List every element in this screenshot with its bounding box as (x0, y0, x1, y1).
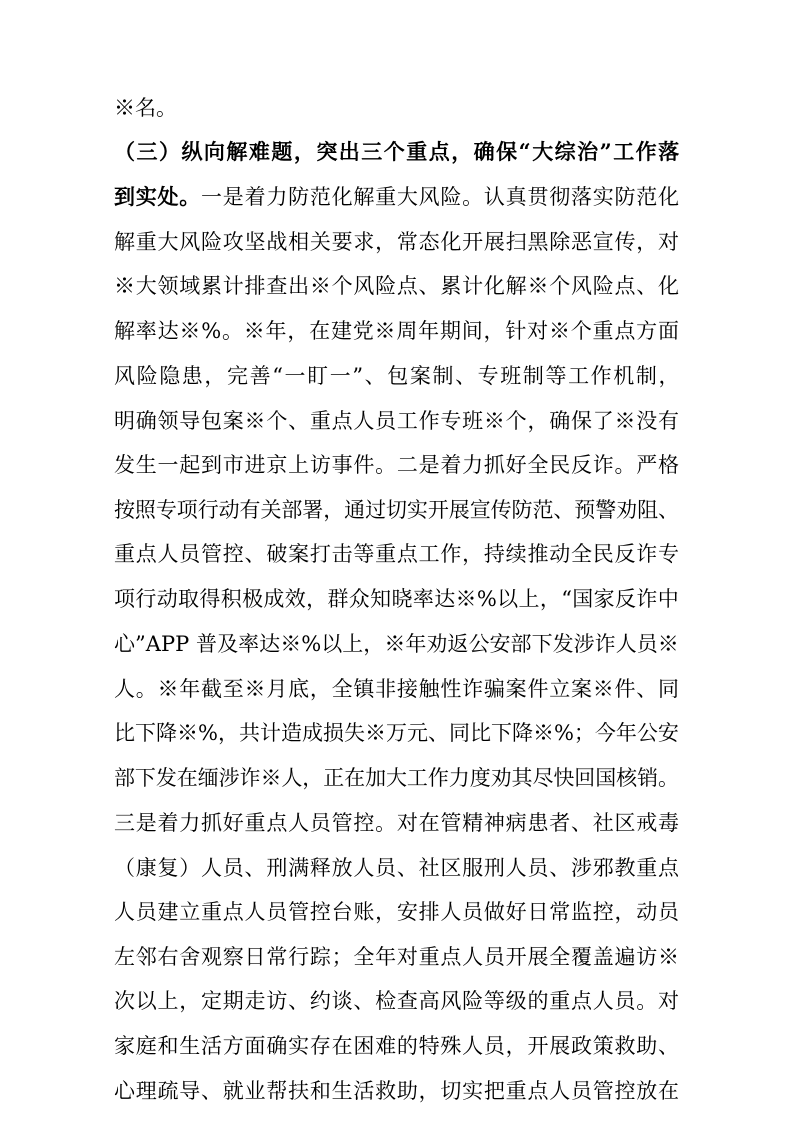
text-segment: 重点人员管控、破案打击等重点工作，持续推动全民反诈专 (114, 542, 680, 566)
text-segment: 次以上，定期走访、约谈、检查高风险等级的重点人员。对 (114, 989, 680, 1013)
text-line (114, 718, 679, 748)
text-line (114, 93, 177, 123)
text-line (114, 182, 680, 212)
text-segment: 项行动取得积极成效，群众知晓率达※%以上，“国家反诈中 (114, 587, 680, 611)
text-line (114, 316, 680, 346)
text-line (114, 808, 680, 838)
text-line (114, 1076, 680, 1106)
text-segment: 人员建立重点人员管控台账，安排人员做好日常监控，动员 (114, 900, 680, 924)
text-segment: 三是着力抓好重点人员管控。对在管精神病患者、社区戒毒 (114, 811, 680, 835)
text-line (114, 584, 679, 614)
bold-text-segment: （三）纵向解难题，突出三个重点，确保“大综治”工作落 (114, 139, 681, 164)
text-line (114, 942, 680, 972)
text-line (114, 897, 680, 927)
text-line (114, 406, 680, 436)
text-segment: 人。※年截至※月底，全镇非接触性诈骗案件立案※件、同 (114, 677, 680, 701)
text-segment: 风险隐患，完善“一盯一”、包案制、专班制等工作机制， (114, 364, 682, 388)
text-line (114, 763, 679, 793)
text-line (114, 271, 680, 301)
text-line (114, 629, 679, 659)
text-line (114, 450, 680, 480)
text-segment: 解重大风险攻坚战相关要求，常态化开展扫黑除恶宣传，对 (114, 230, 680, 254)
text-segment: 心”APP 普及率达※%以上，※年劝返公安部下发涉诈人员※ (114, 632, 679, 656)
text-segment: ※名。 (114, 96, 177, 120)
text-segment: 解率达※%。※年，在建党※周年期间，针对※个重点方面 (114, 319, 680, 343)
text-segment: 按照专项行动有关部署，通过切实开展宣传防范、预警劝阻、 (114, 498, 679, 522)
text-segment: ※大领域累计排查出※个风险点、累计化解※个风险点、化 (114, 274, 680, 298)
text-segment: 明确领导包案※个、重点人员工作专班※个，确保了※没有 (114, 409, 680, 433)
text-line (114, 495, 679, 525)
text-line (114, 853, 680, 883)
text-line (114, 361, 681, 391)
text-line (114, 137, 681, 167)
text-line (114, 539, 680, 569)
text-line (114, 227, 680, 257)
text-segment: 左邻右舍观察日常行踪；全年对重点人员开展全覆盖遍访※ (114, 945, 680, 969)
text-segment: （康复）人员、刑满释放人员、社区服刑人员、涉邪教重点 (114, 856, 680, 880)
text-line (114, 1031, 680, 1061)
bold-text-segment: 到实处。 (114, 184, 202, 209)
text-segment: 比下降※%，共计造成损失※万元、同比下降※%；今年公安 (114, 721, 679, 745)
text-segment: 家庭和生活方面确实存在困难的特殊人员，开展政策救助、 (114, 1034, 680, 1058)
text-line (114, 674, 680, 704)
text-segment: 一是着力防范化解重大风险。认真贯彻落实防范化 (201, 185, 680, 209)
text-segment: 部下发在缅涉诈※人，正在加大工作力度劝其尽快回国核销。 (114, 766, 679, 790)
text-segment: 发生一起到市进京上访事件。二是着力抓好全民反诈。严格 (114, 453, 680, 477)
text-line (114, 986, 680, 1016)
text-segment: 心理疏导、就业帮扶和生活救助，切实把重点人员管控放在 (114, 1079, 680, 1103)
